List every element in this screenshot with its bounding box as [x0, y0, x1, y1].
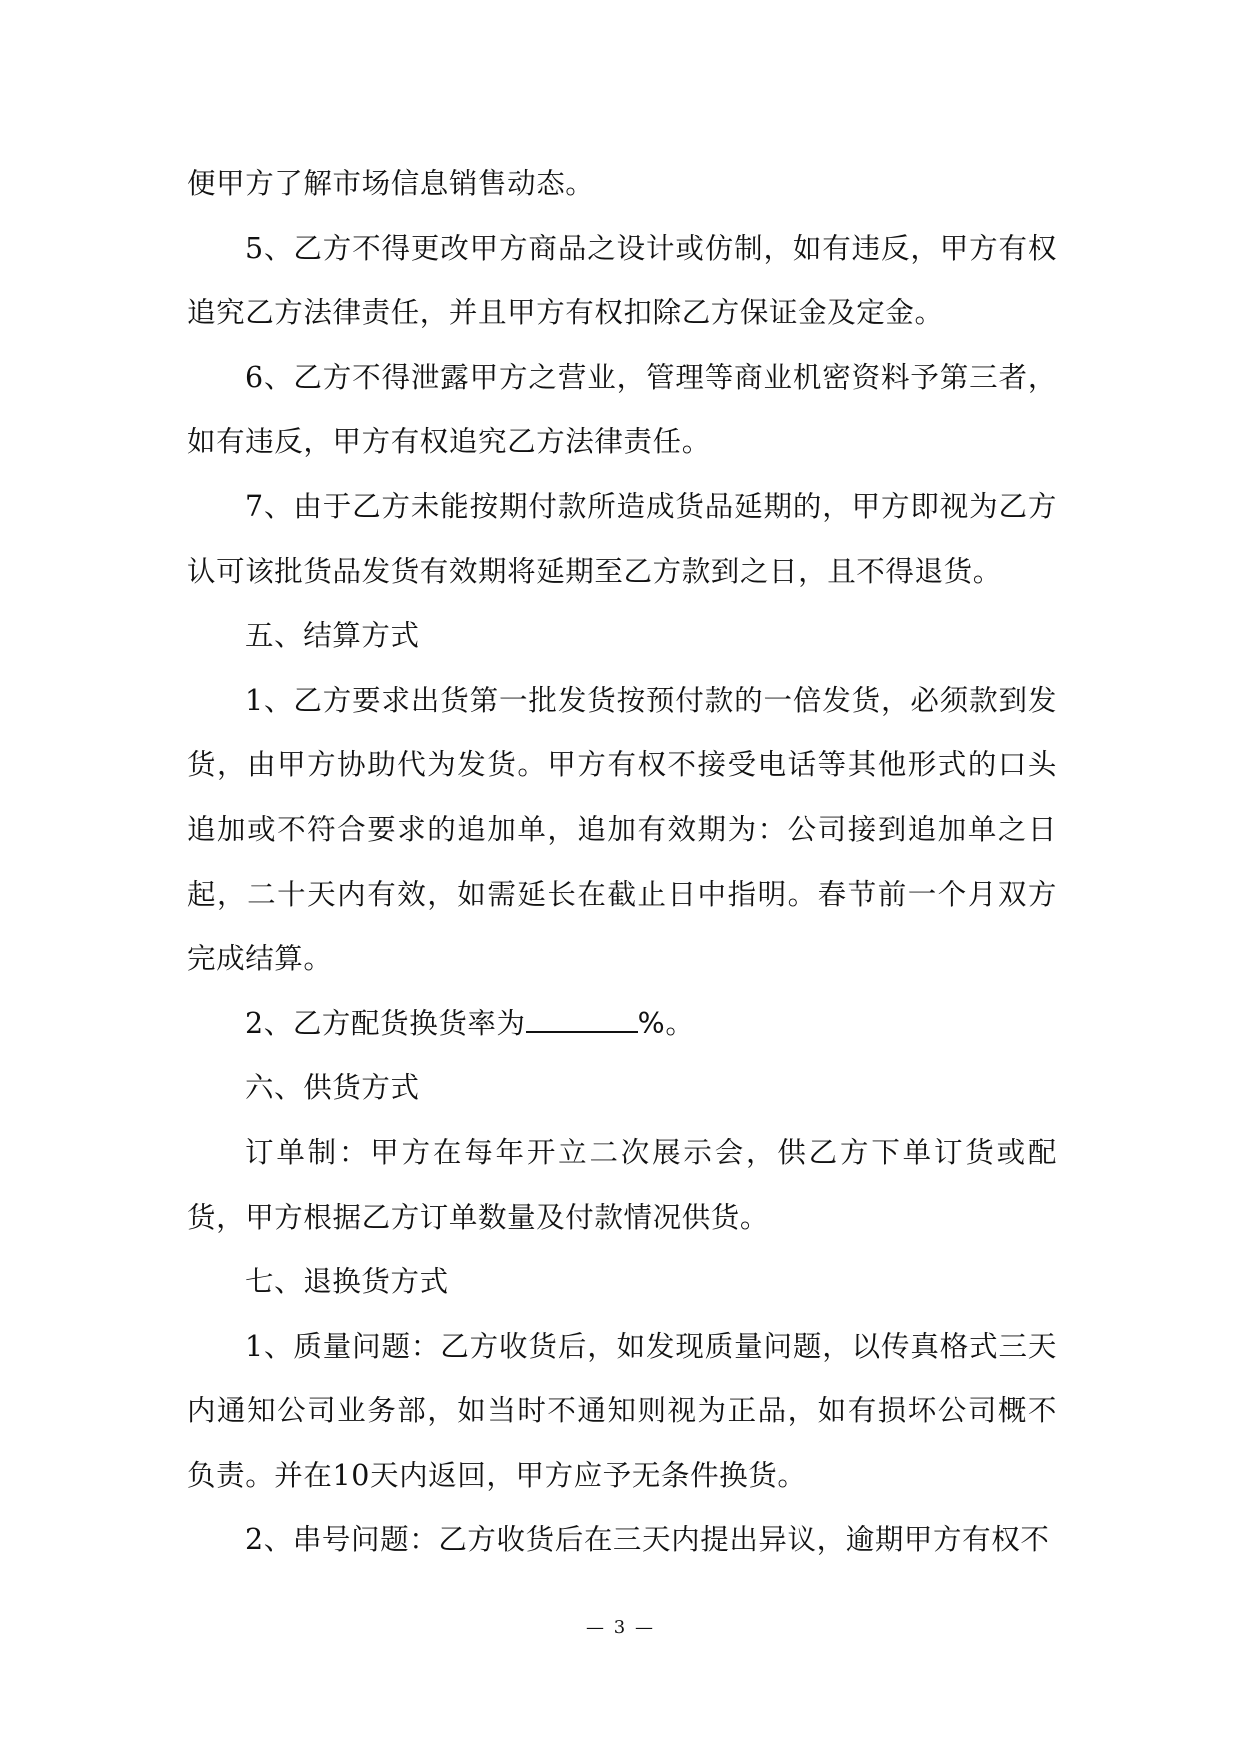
- returns-clause-1: 1、质量问题：乙方收货后，如发现质量问题，以传真格式三天内通知公司业务部，如当时不通知则视为正品，如有损坏公司概不负责。并在10天内返回，甲方应予无条件换货。: [187, 1329, 1057, 1492]
- returns-clause-2: 2、串号问题：乙方收货后在三天内提出异议，逾期甲方有权不: [245, 1523, 1050, 1557]
- settlement-clause-1: 1、乙方要求出货第一批发货按预付款的一倍发货，必须款到发货，由甲方协助代为发货。甲方有权不接受电话等其他形式的口头追加或不符合要求的追加单，追加有效期为：公司接到追加单之日起，二十天内有效，如需延长在截止日中指明。春节前一个月双方完成结算。: [187, 683, 1057, 976]
- clause-7: 7、由于乙方未能按期付款所造成货品延期的，甲方即视为乙方认可该批货品发货有效期将延期至乙方款到之日，且不得退货。: [187, 489, 1057, 588]
- settlement-clause-2-suffix: %。: [637, 1006, 695, 1040]
- section-heading-settlement: 五、结算方式: [245, 619, 420, 653]
- page-number: — 3 —: [586, 1617, 655, 1638]
- supply-clause: 订单制：甲方在每年开立二次展示会，供乙方下单订货或配货，甲方根据乙方订单数量及付款情况供货。: [187, 1135, 1057, 1234]
- clause-5: 5、乙方不得更改甲方商品之设计或仿制，如有违反，甲方有权追究乙方法律责任，并且甲方有权扣除乙方保证金及定金。: [187, 231, 1057, 330]
- settlement-clause-2: [187, 992, 1057, 1057]
- section-heading-returns: 七、退换货方式: [245, 1265, 449, 1299]
- fill-in-blank-line[interactable]: [526, 1009, 638, 1033]
- settlement-clause-2-prefix: 2、乙方配货换货率为: [245, 1006, 526, 1040]
- document-body: [187, 152, 1057, 1573]
- paragraph-continuation: 便甲方了解市场信息销售动态。: [187, 167, 595, 200]
- section-heading-supply: 六、供货方式: [245, 1071, 420, 1105]
- clause-6: 6、乙方不得泄露甲方之营业，管理等商业机密资料予第三者，如有违反，甲方有权追究乙方法律责任。: [187, 360, 1057, 459]
